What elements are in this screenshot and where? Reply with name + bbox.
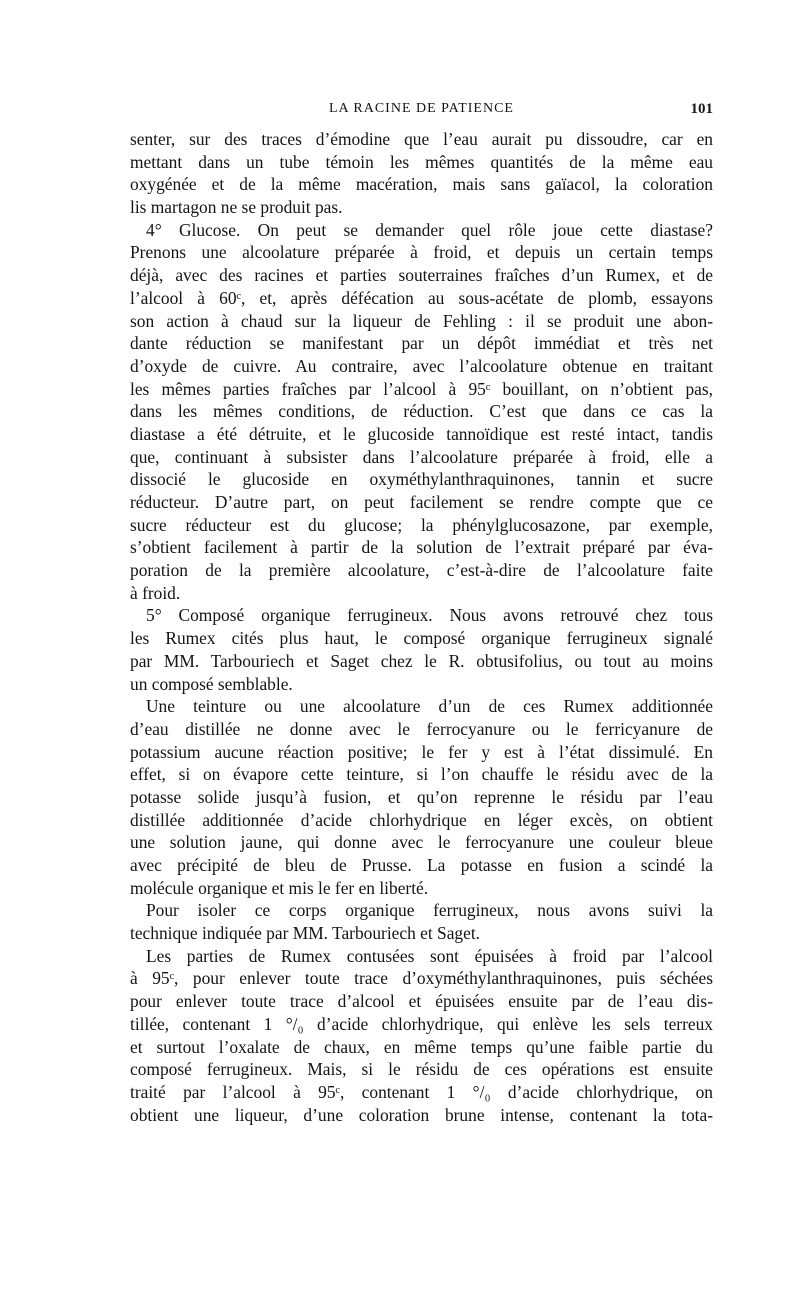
text-line: à 95ᶜ, pour enlever toute trace d’oxyméthylanthraquinones, puis séchées bbox=[130, 968, 713, 989]
text-line: 4° Glucose. On peut se demander quel rôle joue cette diastase? bbox=[146, 219, 713, 240]
text-line: déjà, avec des racines et parties souterraines fraîches d’un Rumex, et de bbox=[130, 265, 713, 286]
text-line: s’obtient facilement à partir de la solution de l’extrait préparé par éva- bbox=[130, 537, 713, 558]
text-line: mettant dans un tube témoin les mêmes quantités de la même eau bbox=[130, 151, 713, 172]
page-header bbox=[130, 101, 713, 125]
text-line: effet, si on évapore cette teinture, si l’on chauffe le résidu avec de la bbox=[130, 764, 713, 785]
text-line: potasse solide jusqu’à fusion, et qu’on reprenne le résidu par l’eau bbox=[130, 786, 713, 807]
text-line: distillée additionnée d’acide chlorhydrique en léger excès, on obtient bbox=[130, 809, 713, 830]
text-line: molécule organique et mis le fer en liberté. bbox=[130, 877, 429, 898]
text-line: que, continuant à subsister dans l’alcoolature préparée à froid, elle a bbox=[130, 446, 713, 467]
text-line: Les parties de Rumex contusées sont épuisées à froid par l’alcool bbox=[146, 945, 713, 966]
text-line: obtient une liqueur, d’une coloration brune intense, contenant la tota- bbox=[130, 1104, 713, 1125]
text-line: son action à chaud sur la liqueur de Fehling : il se produit une abon- bbox=[130, 310, 713, 331]
text-line: dans les mêmes conditions, de réduction. C’est que dans ce cas la bbox=[130, 401, 713, 422]
text-line: dissocié le glucoside en oxyméthylanthraquinones, tannin et sucre bbox=[130, 469, 713, 490]
text-line: Une teinture ou une alcoolature d’un de ces Rumex additionnée bbox=[146, 696, 713, 717]
text-line: les Rumex cités plus haut, le composé organique ferrugineux signalé bbox=[130, 628, 713, 649]
text-line: poration de la première alcoolature, c’est-à-dire de l’alcoolature faite bbox=[130, 560, 713, 581]
text-line: et surtout l’oxalate de chaux, en même temps qu’une faible partie du bbox=[130, 1036, 713, 1057]
text-line: senter, sur des traces d’émodine que l’eau aurait pu dissoudre, car en bbox=[130, 129, 713, 149]
text-line: Prenons une alcoolature préparée à froid, et depuis un certain temps bbox=[130, 242, 713, 263]
text-line: une solution jaune, qui donne avec le ferrocyanure une couleur bleue bbox=[130, 832, 713, 853]
text-line: à froid. bbox=[130, 582, 181, 603]
text-line: dante réduction se manifestant par un dépôt immédiat et très net bbox=[130, 333, 713, 354]
text-line: un composé semblable. bbox=[130, 673, 293, 694]
running-title: LA RACINE DE PATIENCE bbox=[329, 101, 514, 116]
text-line: réducteur. D’autre part, on peut facilement se rendre compte que ce bbox=[130, 492, 713, 512]
text-line: pour enlever toute trace d’alcool et épuisées ensuite par de l’eau dis- bbox=[130, 991, 713, 1012]
text-line: composé ferrugineux. Mais, si le résidu de ces opérations est ensuite bbox=[130, 1059, 713, 1080]
text-line: Pour isoler ce corps organique ferrugineux, nous avons suivi la bbox=[146, 900, 713, 921]
text-line: technique indiquée par MM. Tarbouriech et Saget. bbox=[130, 923, 481, 944]
text-line: traité par l’alcool à 95ᶜ, contenant 1 °/₀ d’acide chlorhydrique, on bbox=[130, 1081, 713, 1102]
text-line: sucre réducteur est du glucose; la phénylglucosazone, par exemple, bbox=[130, 514, 713, 535]
text-line: oxygénée et de la même macération, mais sans gaïacol, la coloration bbox=[130, 174, 713, 195]
text-line: diastase a été détruite, et le glucoside tannoïdique est resté intact, tandis bbox=[130, 423, 713, 444]
text-line: potassium aucune réaction positive; le fer y est à l’état dissimulé. En bbox=[130, 741, 713, 762]
text-line: l’alcool à 60ᶜ, et, après défécation au sous-acétate de plomb, essayons bbox=[130, 287, 713, 308]
body-text bbox=[130, 128, 713, 1126]
text-line: d’oxyde de cuivre. Au contraire, avec l’alcoolature obtenue en traitant bbox=[130, 355, 713, 376]
text-line: tillée, contenant 1 °/₀ d’acide chlorhydrique, qui enlève les sels terreux bbox=[130, 1013, 713, 1034]
text-line: avec précipité de bleu de Prusse. La potasse en fusion a scindé la bbox=[130, 855, 713, 875]
text-line: les mêmes parties fraîches par l’alcool à 95ᶜ bouillant, on n’obtient pas, bbox=[130, 378, 713, 399]
text-line: lis martagon ne se produit pas. bbox=[130, 197, 343, 218]
text-line: 5° Composé organique ferrugineux. Nous avons retrouvé chez tous bbox=[146, 605, 713, 626]
page-number: 101 bbox=[690, 101, 713, 117]
text-line: d’eau distillée ne donne avec le ferrocyanure ou le ferricyanure de bbox=[130, 718, 713, 739]
text-line: par MM. Tarbouriech et Saget chez le R. obtusifolius, ou tout au moins bbox=[130, 650, 713, 671]
